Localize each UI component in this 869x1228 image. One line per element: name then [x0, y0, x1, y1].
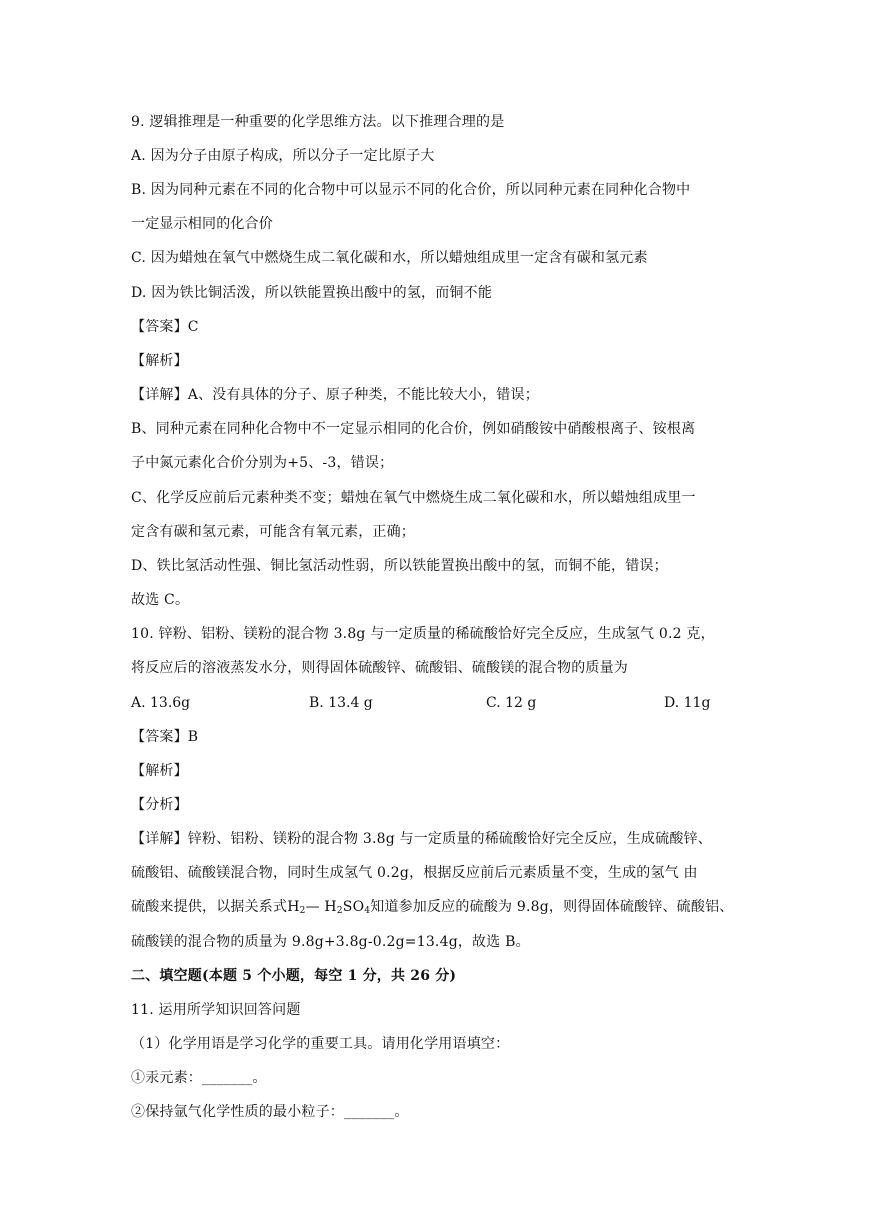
- q10-analysis-title: 【解析】: [131, 763, 188, 779]
- q10-option-d: D. 11g: [664, 695, 711, 711]
- q9-detail-1: 【详解】A、没有具体的分子、原子种类，不能比较大小，错误；: [131, 387, 539, 403]
- q9-detail-4: C、化学反应前后元素种类不变；蜡烛在氧气中燃烧生成二氧化碳和水，所以蜡烛组成里一: [131, 490, 696, 506]
- q9-detail-6: D、铁比氢活动性强、铜比氢活动性弱，所以铁能置换出酸中的氢，而铜不能，错误；: [131, 558, 668, 574]
- q9-option-d: D. 因为铁比铜活泼，所以铁能置换出酸中的氢，而铜不能: [131, 285, 493, 301]
- q9-detail-2: B、同种元素在同种化合物中不一定显示相同的化合价，例如硝酸铵中硝酸根离子、铵根离: [131, 421, 696, 437]
- q10-detail-4: 硫酸镁的混合物的质量为 9.8g+3.8g-0.2g=13.4g，故选 B。: [131, 934, 530, 950]
- q11-item1: ①汞元素：_______。: [131, 1070, 267, 1086]
- q10-option-b: B. 13.4 g: [309, 695, 373, 711]
- q10-stem-1: 10. 锌粉、铝粉、镁粉的混合物 3.8g 与一定质量的稀硫酸恰好完全反应，生成氢气 0.2 克，: [131, 626, 715, 642]
- q9-answer: 【答案】C: [131, 319, 199, 335]
- q9-option-b: B. 因为同种元素在不同的化合物中可以显示不同的化合价，所以同种元素在同种化合物中: [131, 182, 691, 198]
- q9-option-c: C. 因为蜡烛在氧气中燃烧生成二氧化碳和水，所以蜡烛组成里一定含有碳和氢元素: [131, 250, 648, 266]
- q11-item2: ②保持氩气化学性质的最小粒子：_______。: [131, 1104, 409, 1120]
- q10-detail-3: [131, 897, 733, 921]
- q10-option-c: C. 12 g: [486, 695, 537, 711]
- q9-conclusion: 故选 C。: [131, 592, 190, 608]
- q10-detail-1: 【详解】锌粉、铝粉、镁粉的混合物 3.8g 与一定质量的稀硫酸恰好完全反应，生成硫酸锌、: [131, 831, 712, 847]
- q9-analysis-title: 【解析】: [131, 353, 188, 369]
- q10-answer: 【答案】B: [131, 729, 199, 745]
- q9-detail-5: 定含有碳和氢元素，可能含有氧元素，正确；: [131, 524, 415, 540]
- q10-detail-3-end: 知道参加反应的硫酸为 9.8g，则得固体硫酸锌、硫酸铝、: [370, 899, 734, 915]
- q9-detail-3: 子中氮元素化合价分别为+5、-3，错误；: [131, 455, 394, 471]
- q10-detail-3-start: 硫酸来提供，以据关系式: [131, 899, 288, 915]
- q11-sub1: （1）化学用语是学习化学的重要工具。请用化学用语填空：: [131, 1036, 510, 1052]
- q11-stem: 11. 运用所学知识回答问题: [131, 1002, 301, 1018]
- q10-option-a: A. 13.6g: [131, 695, 191, 711]
- q10-fenxi-title: 【分析】: [131, 797, 188, 813]
- q10-detail-2: 硫酸铝、硫酸镁混合物，同时生成氢气 0.2g，根据反应前后元素质量不变，生成的氢气 由: [131, 865, 698, 881]
- relation-formula: $H_2—$ $H_2SO_4$: [287, 899, 371, 916]
- q9-option-b-cont: 一定显示相同的化合价: [131, 216, 273, 232]
- section-heading: 二、填空题(本题 5 个小题，每空 1 分，共 26 分): [131, 968, 457, 984]
- q10-stem-2: 将反应后的溶液蒸发水分，则得固体硫酸锌、硫酸铝、硫酸镁的混合物的质量为: [131, 660, 628, 676]
- q9-stem: 9. 逻辑推理是一种重要的化学思维方法。以下推理合理的是: [131, 114, 505, 130]
- q9-option-a: A. 因为分子由原子构成，所以分子一定比原子大: [131, 148, 435, 164]
